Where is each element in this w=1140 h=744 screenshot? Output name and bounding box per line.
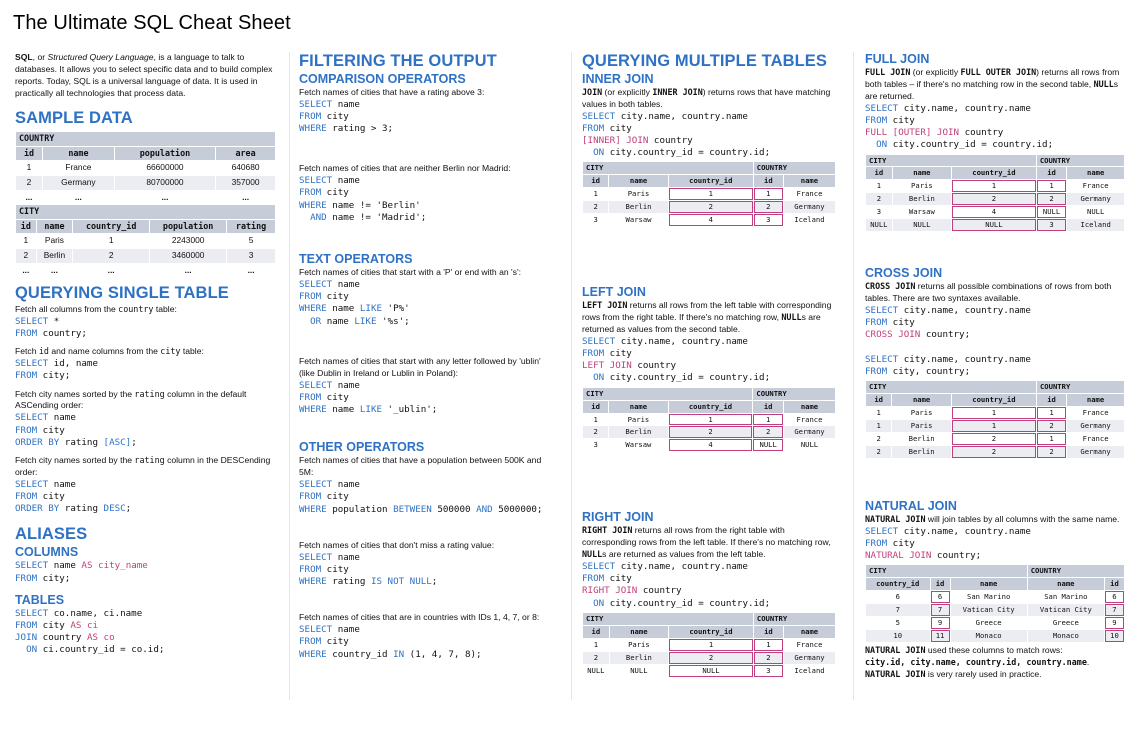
- table-cell: 2: [669, 426, 753, 438]
- table-cell: NULL: [1037, 206, 1067, 218]
- table-cell: Greece: [1028, 617, 1104, 629]
- table-name-label: CITY: [583, 162, 753, 174]
- column-header: name: [610, 626, 668, 638]
- column-header: name: [951, 578, 1027, 590]
- column-header: id: [754, 175, 783, 187]
- column-header: id: [866, 167, 892, 179]
- table-row: [866, 591, 1124, 603]
- filter-desc-7: Fetch names of cities that are in countries with IDs 1, 4, 7, or 8:: [299, 612, 540, 623]
- column-header: id: [1105, 578, 1124, 590]
- table-cell: France: [784, 414, 835, 426]
- table-row: [866, 617, 1124, 629]
- code-column-alias: SELECT name AS city_name FROM city;: [15, 560, 148, 584]
- table-row: [866, 446, 1124, 458]
- table-cell: France: [1067, 433, 1124, 445]
- table-name-label: CITY: [866, 155, 1036, 167]
- table-cell: Vatican City: [1028, 604, 1104, 616]
- table-row: [583, 439, 835, 451]
- table-cell: Paris: [610, 639, 668, 651]
- table-cell: Paris: [609, 414, 667, 426]
- table-cell: 1: [669, 639, 753, 651]
- table-name-label: CITY: [583, 613, 753, 625]
- table-cell: 10: [866, 630, 930, 642]
- table-cell: Berlin: [609, 426, 667, 438]
- table-row: [583, 214, 835, 226]
- column-header: name: [609, 175, 667, 187]
- filter-desc-2: Fetch names of cities that are neither Berlin nor Madrid:: [299, 163, 511, 174]
- column-3: [582, 52, 838, 678]
- table-cell: 1: [754, 188, 783, 200]
- table-cell: Berlin: [609, 201, 667, 213]
- table-cell: 4: [669, 439, 753, 451]
- table-cell: Paris: [893, 180, 951, 192]
- table-cell: San Marino: [1028, 591, 1104, 603]
- table-cell: 7: [1105, 604, 1124, 616]
- table-cell: 4: [952, 206, 1036, 218]
- table-cell: 7: [866, 604, 930, 616]
- table-cell: Paris: [892, 420, 951, 432]
- code-full-join: SELECT city.name, country.name FROM city FULL [OUTER] JOIN country ON city.country_id = country.id;: [865, 102, 1054, 151]
- table-cell: Germany: [784, 201, 835, 213]
- table-cell: 1: [1037, 433, 1066, 445]
- natural-join-result-table: [865, 564, 1125, 643]
- code-cross-join: SELECT city.name, country.name FROM city CROSS JOIN country; SELECT city.name, country.name FROM city, country;: [865, 304, 1031, 378]
- inner-join-result-table: [582, 161, 838, 227]
- intro-text: SQL, or Structured Query Language, is a language to talk to databases. It allows you to select specific data and to build complex reports. Today, SQL is a universal language of data. It is used in practically all technologies that process data.: [15, 52, 273, 98]
- table-row: [583, 414, 835, 426]
- filter-desc-3: Fetch names of cities that start with a 'P' or end with an 's':: [299, 267, 521, 278]
- table-cell: France: [784, 188, 835, 200]
- table-cell: 10: [1105, 630, 1124, 642]
- table-cell: Germany: [1067, 193, 1124, 205]
- code-table-alias: SELECT co.name, ci.name FROM city AS ci JOIN country AS co ON ci.country_id = co.id;: [15, 607, 165, 656]
- table-cell: 2: [866, 193, 892, 205]
- table-cell: 6: [931, 591, 950, 603]
- table-cell: France: [784, 639, 835, 651]
- table-cell: 3: [754, 665, 783, 677]
- table-cell: 2: [1037, 193, 1067, 205]
- column-2: [299, 52, 557, 661]
- single-desc-3: Fetch city names sorted by the rating column in the default ASCending order:: [15, 388, 247, 411]
- table-cell: 5: [866, 617, 930, 629]
- table-cell: 2: [583, 426, 608, 438]
- code-not-equal: SELECT name FROM city WHERE name != 'Berlin' AND name != 'Madrid';: [299, 175, 427, 223]
- column-header: country_id: [952, 167, 1036, 179]
- table-cell: 6: [866, 591, 930, 603]
- natural-join-desc: NATURAL JOIN will join tables by all columns with the same name.: [865, 513, 1120, 524]
- table-cell: Germany: [1067, 420, 1124, 432]
- table-cell: NULL: [583, 665, 609, 677]
- table-row: [583, 665, 835, 677]
- table-row: [866, 407, 1124, 419]
- table-cell: 3: [583, 214, 608, 226]
- table-row: [866, 206, 1124, 218]
- column-header: id: [583, 401, 608, 413]
- column-header: id: [931, 578, 950, 590]
- table-row: [583, 639, 835, 651]
- table-cell: Greece: [951, 617, 1027, 629]
- table-name-label: CITY: [866, 381, 1036, 393]
- table-name-label: COUNTRY: [754, 162, 835, 174]
- table-cell: 2: [669, 652, 753, 664]
- column-header: id: [753, 401, 783, 413]
- table-cell: Berlin: [892, 446, 951, 458]
- table-cell: 3: [866, 206, 892, 218]
- column-header: country_id: [866, 578, 930, 590]
- table-cell: 1: [1037, 180, 1067, 192]
- column-header: id: [1037, 167, 1067, 179]
- table-row: [583, 426, 835, 438]
- column-header: name: [1028, 578, 1104, 590]
- table-cell: Monaco: [1028, 630, 1104, 642]
- table-row: [866, 604, 1124, 616]
- table-cell: Iceland: [1067, 219, 1124, 231]
- table-cell: 1: [1037, 407, 1066, 419]
- code-is-not-null: SELECT name FROM city WHERE rating IS NOT NULL;: [299, 551, 438, 588]
- single-desc-1: Fetch all columns from the country table:: [15, 303, 177, 314]
- table-cell: 2: [754, 201, 783, 213]
- table-cell: Paris: [609, 188, 667, 200]
- full-join-desc: FULL JOIN (or explicitly FULL OUTER JOIN) returns all rows from both tables – if there's no matching row in the second table, NULLs are returned.: [865, 67, 1120, 101]
- table-cell: Vatican City: [951, 604, 1027, 616]
- table-cell: NULL: [610, 665, 668, 677]
- column-header: id: [754, 626, 783, 638]
- table-cell: 2: [583, 652, 609, 664]
- column-header: name: [609, 401, 667, 413]
- table-cell: 1: [866, 407, 891, 419]
- sample-data-heading: SAMPLE DATA: [15, 109, 133, 128]
- filtering-heading: FILTERING THE OUTPUT: [299, 52, 497, 70]
- filter-desc-4: Fetch names of cities that start with any letter followed by 'ublin' (like Dublin in Ireland or Lublin in Poland):: [299, 355, 541, 378]
- table-name-label: COUNTRY: [1037, 381, 1124, 393]
- table-cell: 2: [952, 193, 1036, 205]
- table-cell: 9: [1105, 617, 1124, 629]
- inner-join-desc: JOIN (or explicitly INNER JOIN) returns rows that have matching values in both tables.: [582, 86, 831, 109]
- aliases-heading: ALIASES: [15, 525, 88, 544]
- natural-join-heading: NATURAL JOIN: [865, 498, 957, 513]
- code-left-join: SELECT city.name, country.name FROM city LEFT JOIN country ON city.country_id = country.id;: [582, 335, 771, 384]
- column-header: name: [1067, 394, 1124, 406]
- filter-desc-6: Fetch names of cities that don't miss a rating value:: [299, 539, 495, 550]
- cross-join-desc: CROSS JOIN returns all possible combinations of rows from both tables. There are two syntaxes available.: [865, 281, 1112, 303]
- table-name-label: COUNTRY: [1028, 565, 1124, 577]
- table-cell: 1: [952, 407, 1036, 419]
- table-row: [866, 630, 1124, 642]
- table-cell: NULL: [866, 219, 892, 231]
- column-header: name: [784, 401, 835, 413]
- column-header: id: [583, 175, 608, 187]
- table-cell: Iceland: [784, 214, 835, 226]
- table-cell: Iceland: [784, 665, 835, 677]
- code-select-columns: SELECT id, name FROM city;: [15, 358, 98, 382]
- table-row: [583, 188, 835, 200]
- table-row: [866, 180, 1124, 192]
- table-cell: 9: [931, 617, 950, 629]
- table-cell: 2: [583, 201, 608, 213]
- table-cell: Warsaw: [893, 206, 951, 218]
- table-cell: 1: [669, 188, 753, 200]
- column-header: country_id: [669, 401, 753, 413]
- column-header: name: [784, 626, 835, 638]
- table-row: [866, 420, 1124, 432]
- full-join-heading: FULL JOIN: [865, 52, 930, 66]
- table-cell: 6: [1105, 591, 1124, 603]
- table-cell: Berlin: [892, 433, 951, 445]
- table-cell: 1: [952, 420, 1036, 432]
- table-name-label: COUNTRY: [1037, 155, 1124, 167]
- table-cell: 2: [669, 201, 753, 213]
- table-cell: Berlin: [893, 193, 951, 205]
- natural-join-note: NATURAL JOIN used these columns to match rows: city.id, city.name, country.id, country.name. NATURAL JOIN is very rarely used in practice.: [865, 645, 1090, 679]
- table-cell: Monaco: [951, 630, 1027, 642]
- table-cell: 1: [866, 420, 891, 432]
- column-header: country_id: [669, 175, 753, 187]
- table-cell: NULL: [784, 439, 835, 451]
- code-in: SELECT name FROM city WHERE country_id IN (1, 4, 7, 8);: [299, 624, 482, 660]
- code-order-desc: SELECT name FROM city ORDER BY rating DESC;: [15, 478, 132, 515]
- table-cell: 1: [583, 188, 608, 200]
- table-cell: 1: [866, 180, 892, 192]
- table-cell: NULL: [753, 439, 783, 451]
- left-join-heading: LEFT JOIN: [582, 285, 646, 300]
- table-cell: 3: [583, 439, 608, 451]
- table-cell: 2: [952, 433, 1036, 445]
- table-cell: Paris: [892, 407, 951, 419]
- left-join-result-table: [582, 387, 838, 453]
- table-cell: Berlin: [610, 652, 668, 664]
- code-select-all: SELECT * FROM country;: [15, 315, 87, 340]
- left-join-desc: LEFT JOIN returns all rows from the left table with corresponding rows from the right table. If there's no matching row, NULLs are returned as values from the second table.: [582, 300, 832, 334]
- single-desc-4: Fetch city names sorted by the rating column in the DESCending order:: [15, 455, 271, 477]
- table-cell: 2: [753, 426, 783, 438]
- table-cell: Germany: [1067, 446, 1124, 458]
- country-sample-table: COUNTRY id name population area 1 France 66600000 640680 2 Germany 80700000 357000 ... ... ... ... CITY: [15, 131, 276, 220]
- table-name-label: CITY: [866, 565, 1027, 577]
- single-desc-2: Fetch id and name columns from the city table:: [15, 346, 204, 357]
- cross-join-result-table: [865, 380, 1125, 459]
- column-divider: [289, 52, 290, 700]
- full-join-result-table: [865, 154, 1125, 233]
- text-operators-heading: TEXT OPERATORS: [299, 252, 413, 267]
- code-right-join: SELECT city.name, country.name FROM city RIGHT JOIN country ON city.country_id = country.id;: [582, 560, 771, 609]
- table-cell: 1: [583, 639, 609, 651]
- table-row: [866, 433, 1124, 445]
- table-row: [583, 652, 835, 664]
- code-inner-join: SELECT city.name, country.name FROM city [INNER] JOIN country ON city.country_id = country.id;: [582, 110, 771, 159]
- column-header: id: [583, 626, 609, 638]
- table-cell: 1: [669, 414, 753, 426]
- code-order-asc: SELECT name FROM city ORDER BY rating [ASC];: [15, 412, 137, 448]
- table-cell: Warsaw: [609, 214, 667, 226]
- table-cell: France: [1067, 407, 1124, 419]
- table-cell: 2: [866, 433, 891, 445]
- column-header: name: [892, 394, 951, 406]
- column-4: [865, 52, 1125, 681]
- table-name-label: COUNTRY: [753, 388, 835, 400]
- code-like: SELECT name FROM city WHERE name LIKE 'P%' OR name LIKE '%s';: [299, 279, 410, 327]
- right-join-heading: RIGHT JOIN: [582, 510, 654, 525]
- table-cell: 3: [754, 214, 783, 226]
- table-cell: Germany: [784, 426, 835, 438]
- table-cell: 1: [952, 180, 1036, 192]
- table-cell: Warsaw: [609, 439, 667, 451]
- aliases-columns-heading: COLUMNS: [15, 545, 79, 560]
- column-divider: [853, 52, 854, 700]
- column-header: country_id: [952, 394, 1036, 406]
- table-cell: France: [1067, 180, 1124, 192]
- table-cell: 1: [583, 414, 608, 426]
- column-header: name: [1067, 167, 1124, 179]
- table-name-label: COUNTRY: [754, 613, 835, 625]
- cross-join-heading: CROSS JOIN: [865, 266, 943, 281]
- column-header: name: [893, 167, 951, 179]
- table-cell: 2: [1037, 420, 1066, 432]
- table-name-label: CITY: [583, 388, 752, 400]
- right-join-result-table: [582, 612, 838, 678]
- aliases-tables-heading: TABLES: [15, 592, 65, 607]
- table-cell: NULL: [952, 219, 1036, 231]
- comparison-heading: COMPARISON OPERATORS: [299, 71, 466, 86]
- filter-desc-1: Fetch names of cities that have a rating above 3:: [299, 86, 485, 97]
- table-cell: NULL: [893, 219, 951, 231]
- column-header: country_id: [669, 626, 753, 638]
- page-title: The Ultimate SQL Cheat Sheet: [13, 12, 291, 34]
- table-cell: 1: [754, 639, 783, 651]
- table-cell: San Marino: [951, 591, 1027, 603]
- table-cell: 11: [931, 630, 950, 642]
- column-header: id: [866, 394, 891, 406]
- other-operators-heading: OTHER OPERATORS: [299, 440, 425, 455]
- table-cell: 2: [866, 446, 891, 458]
- table-cell: 1: [753, 414, 783, 426]
- code-between: SELECT name FROM city WHERE population BETWEEN 500000 AND 5000000;: [299, 479, 543, 515]
- table-row: [866, 193, 1124, 205]
- single-table-heading: QUERYING SINGLE TABLE: [15, 284, 229, 303]
- table-cell: NULL: [669, 665, 753, 677]
- table-cell: Germany: [784, 652, 835, 664]
- table-cell: 7: [931, 604, 950, 616]
- code-rating-above: SELECT name FROM city WHERE rating > 3;: [299, 98, 394, 135]
- table-cell: 2: [754, 652, 783, 664]
- inner-join-heading: INNER JOIN: [582, 71, 654, 86]
- column-header: name: [784, 175, 835, 187]
- table-cell: 2: [1037, 446, 1066, 458]
- table-row: [583, 201, 835, 213]
- code-like-underscore: SELECT name FROM city WHERE name LIKE '_ublin';: [299, 379, 438, 416]
- code-natural-join: SELECT city.name, country.name FROM city NATURAL JOIN country;: [865, 525, 1031, 562]
- table-cell: 4: [669, 214, 753, 226]
- filter-desc-5: Fetch names of cities that have a population between 500K and 5M:: [299, 455, 542, 478]
- multi-tables-heading: QUERYING MULTIPLE TABLES: [582, 52, 828, 70]
- table-cell: NULL: [1067, 206, 1124, 218]
- right-join-desc: RIGHT JOIN returns all rows from the right table with corresponding rows from the left table. If there's no matching row, NULLs are returned as values from the left table.: [582, 525, 831, 560]
- column-header: id: [1037, 394, 1066, 406]
- table-cell: 2: [952, 446, 1036, 458]
- city-sample-table: id name country_id population rating 1 Paris 1 2243000 5 2 Berlin 2 3460000 3 ... ... ... ... ...: [15, 219, 276, 278]
- column-divider: [571, 52, 572, 700]
- table-cell: 3: [1037, 219, 1067, 231]
- table-row: [866, 219, 1124, 231]
- column-1: [15, 52, 277, 657]
